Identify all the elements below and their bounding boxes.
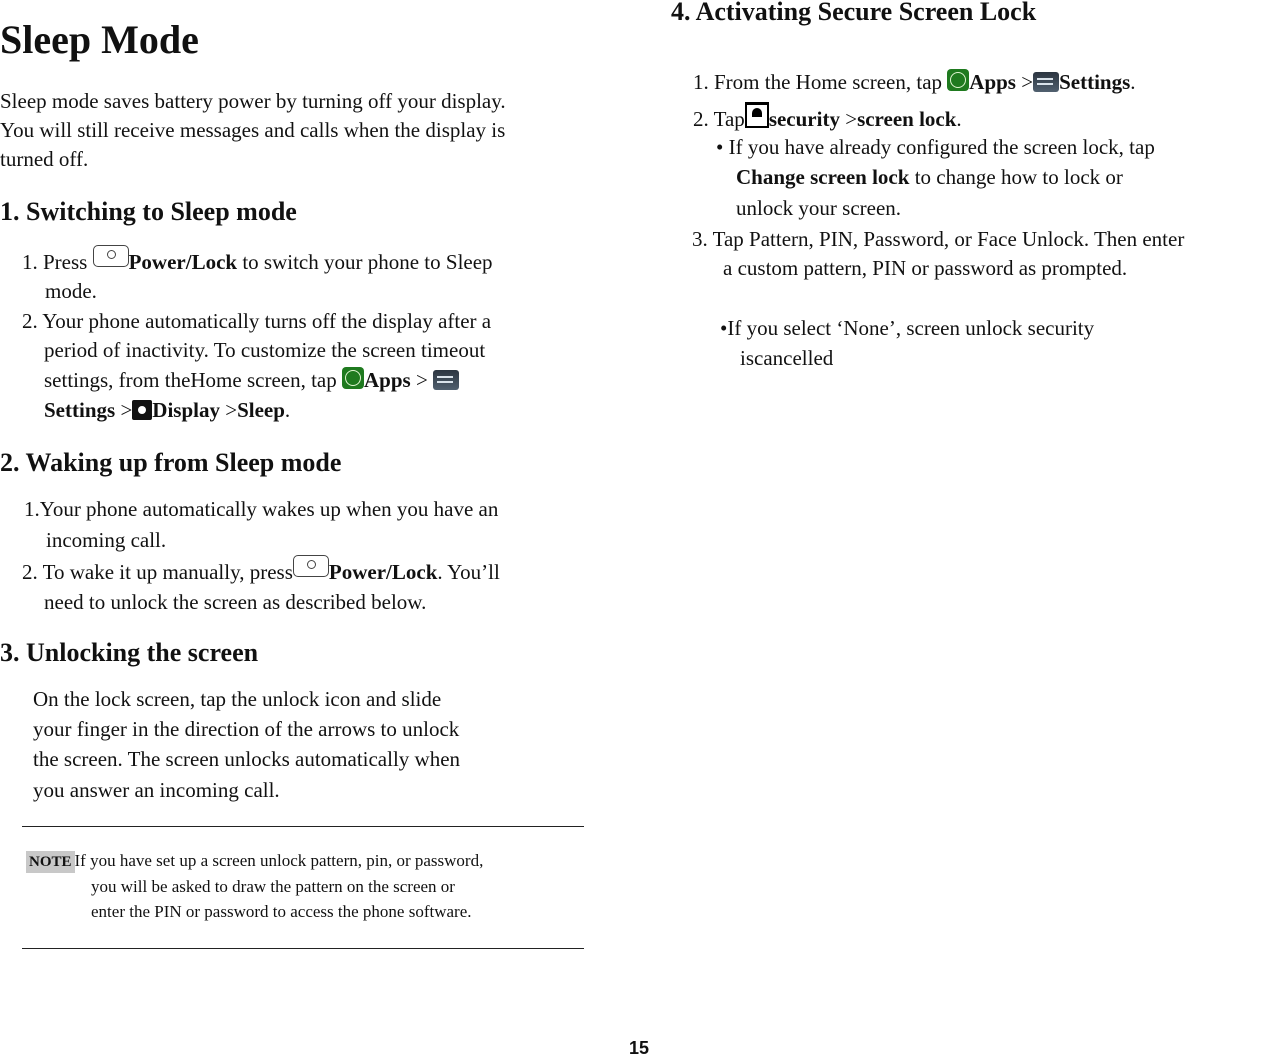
unlock-line-4: you answer an incoming call. [33, 778, 280, 802]
page-title: Sleep Mode [0, 17, 199, 62]
note-bottom-divider [22, 948, 584, 949]
sleep-step-2-line-2: period of inactivity. To customize the screen timeout [44, 338, 486, 362]
unlock-line-3: the screen. The screen unlocks automatically when [33, 747, 461, 771]
sleep-step-1: 1. Press Power/Lock to switch your phone to Sleep [22, 245, 493, 277]
power-icon [93, 245, 129, 267]
secure-step-1: 1. From the Home screen, tap Apps > Settings. [693, 70, 1136, 94]
section-heading-waking: 2. Waking up from Sleep mode [0, 448, 342, 477]
apps-icon [947, 69, 969, 91]
unlock-line-2: your finger in the direction of the arrows to unlock [33, 717, 460, 741]
settings-icon [433, 370, 459, 390]
wake-step-1-line-2: incoming call. [46, 528, 167, 552]
section-heading-sleep: 1. Switching to Sleep mode [0, 197, 297, 226]
secure-bullet-1-line-2: Change screen lock to change how to lock or [736, 165, 1123, 189]
power-icon [293, 555, 329, 577]
note-top-divider [22, 826, 584, 827]
sleep-step-1-cont: mode. [45, 279, 97, 303]
note-line-2: you will be asked to draw the pattern on the screen or [91, 877, 455, 896]
wake-step-2-line-2: need to unlock the screen as described below. [44, 590, 427, 614]
wake-step-1-line-1: 1.Your phone automatically wakes up when you have an [24, 497, 499, 521]
secure-step-3-line-1: 3. Tap Pattern, PIN, Password, or Face Unlock. Then enter [692, 227, 1185, 251]
intro-line-1: Sleep mode saves battery power by turning off your display. [0, 89, 506, 113]
section-heading-secure-lock: 4. Activating Secure Screen Lock [671, 0, 1037, 26]
section-heading-unlocking: 3. Unlocking the screen [0, 638, 259, 667]
note-label: NOTE [26, 851, 75, 873]
note-line-3: enter the PIN or password to access the phone software. [91, 902, 472, 921]
sleep-step-2-line-3: settings, from theHome screen, tap Apps > [44, 365, 459, 395]
secure-bullet-1-line-1: • If you have already configured the screen lock, tap [716, 135, 1155, 159]
secure-bullet-1-line-3: unlock your screen. [736, 196, 902, 220]
secure-step-2: 2. Tap security >screen lock. [693, 102, 962, 134]
sleep-step-2-line-4: Settings > Display >Sleep. [44, 398, 291, 422]
wake-step-2-line-1: 2. To wake it up manually, press Power/Lock. You’ll [22, 555, 500, 587]
secure-bullet-2-line-2: iscancelled [740, 346, 834, 370]
settings-icon [1033, 72, 1059, 92]
secure-step-3-line-2: a custom pattern, PIN or password as prompted. [723, 256, 1128, 280]
page-number: 15 [629, 1038, 650, 1058]
display-icon [132, 400, 152, 420]
intro-line-2: You will still receive messages and calls when the display is [0, 118, 506, 142]
apps-icon [342, 367, 364, 389]
security-lock-icon [745, 102, 769, 128]
sleep-step-2-line-1: 2. Your phone automatically turns off the display after a [22, 309, 492, 333]
note-line-1: NOTE If you have set up a screen unlock pattern, pin, or password, [26, 847, 483, 874]
secure-bullet-2-line-1: •If you select ‘None’, screen unlock security [720, 316, 1095, 340]
unlock-line-1: On the lock screen, tap the unlock icon and slide [33, 687, 442, 711]
intro-line-3: turned off. [0, 147, 89, 171]
